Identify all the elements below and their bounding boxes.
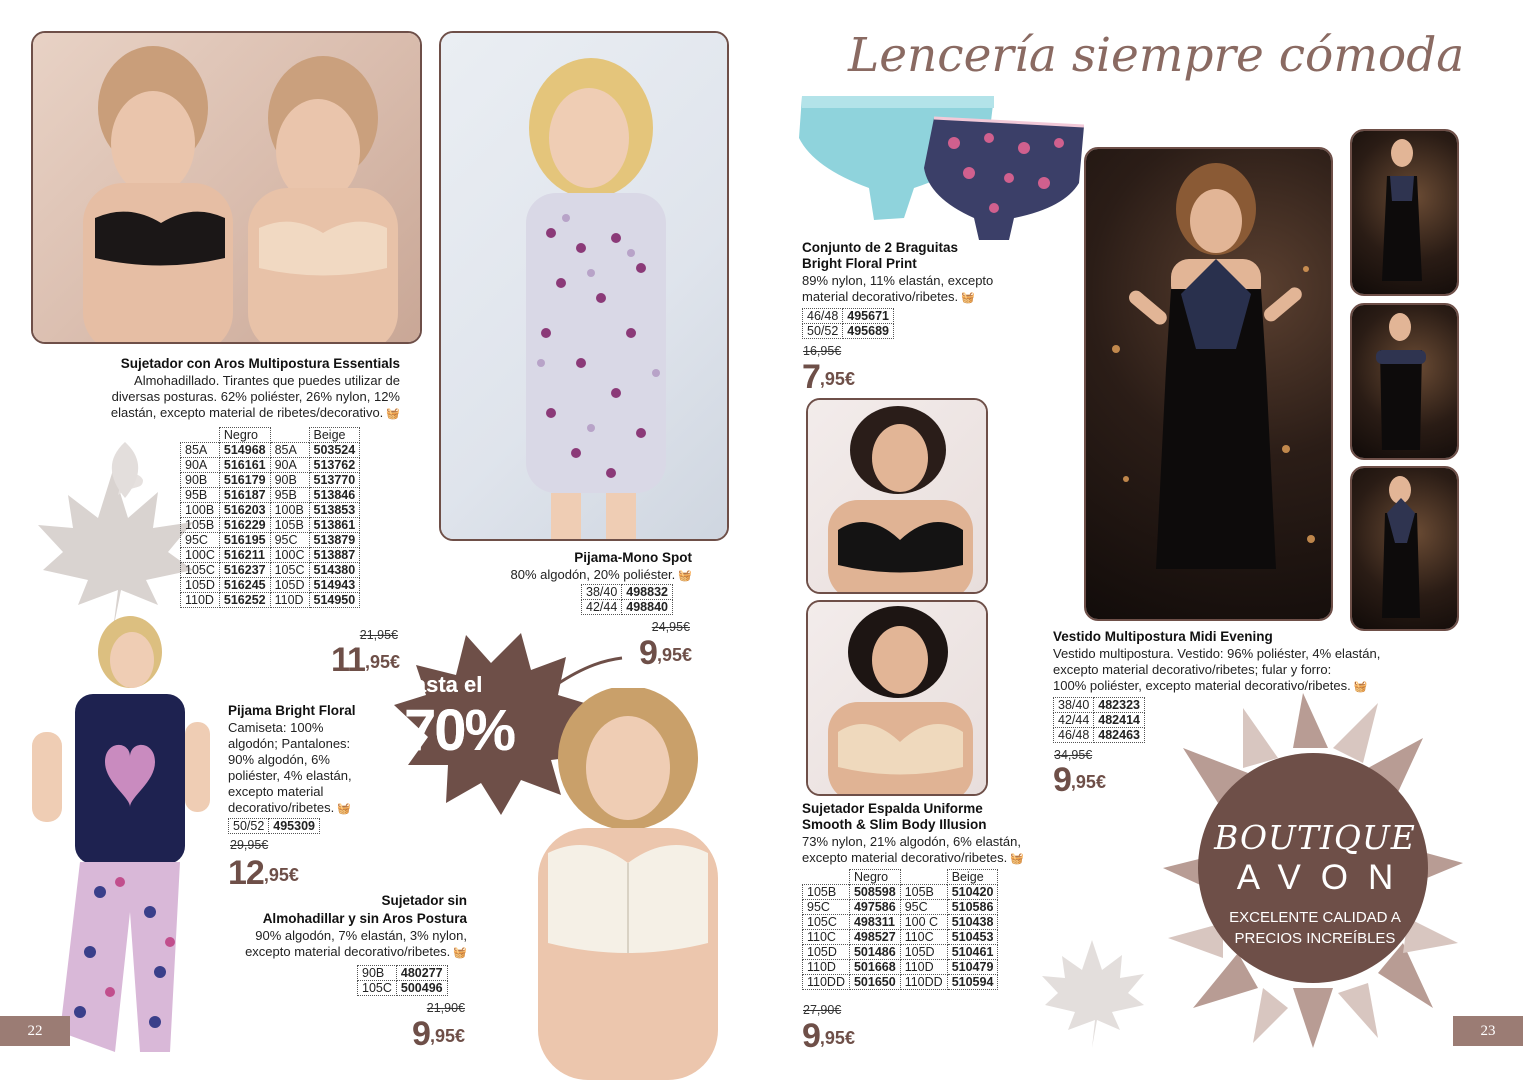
- product-code: 516211: [219, 548, 270, 563]
- page-number-left: 22: [0, 1016, 70, 1046]
- code-row: [181, 488, 360, 503]
- product-code: 510586: [947, 900, 998, 915]
- size-label: 90B: [358, 966, 397, 981]
- size-label: 50/52: [803, 324, 843, 339]
- product-code: 497586: [849, 900, 900, 915]
- product-code: 482414: [1094, 713, 1145, 728]
- spot-desc-line: 80% algodón, 20% poliéster.: [510, 567, 676, 582]
- product-code: 501650: [849, 975, 900, 990]
- smooth-price: [802, 1019, 855, 1053]
- code-row: [1054, 698, 1145, 713]
- essentials-price: [250, 643, 400, 677]
- smooth-title-line2: Smooth & Slim Body Illusion: [802, 817, 987, 832]
- braguitas-desc-line: 89% nylon, 11% elastán, excepto: [802, 273, 994, 288]
- size-label: 110D: [270, 593, 309, 608]
- size-label: 110C: [803, 930, 850, 945]
- size-label: 100C: [181, 548, 220, 563]
- floral-code-table: [228, 818, 320, 834]
- vestido-price: [1053, 763, 1106, 797]
- postura-old-price: 21,90€: [426, 1001, 465, 1015]
- braguitas-title-line2: Bright Floral Print: [802, 256, 917, 271]
- code-row: [181, 563, 360, 578]
- promo-line1: Hasta el: [398, 672, 483, 697]
- product-code: 513762: [309, 458, 360, 473]
- size-label: 100 C: [900, 915, 947, 930]
- floral-desc-line: decorativo/ribetes.: [228, 800, 335, 815]
- size-label: 46/48: [1054, 728, 1094, 743]
- product-code: 501486: [849, 945, 900, 960]
- smooth-description: [802, 834, 1062, 867]
- size-label: 105D: [270, 578, 309, 593]
- price-integer: 9: [1053, 761, 1071, 799]
- braguitas-price: [802, 360, 855, 394]
- size-label: 110C: [900, 930, 947, 945]
- postura-title-line1: Sujetador sin: [381, 893, 467, 908]
- product-code: 495689: [843, 324, 894, 339]
- floral-description: [228, 720, 378, 817]
- size-label: 100C: [270, 548, 309, 563]
- postura-description: [200, 928, 467, 961]
- size-label: 100B: [181, 503, 220, 518]
- wash-icon: 🧺: [337, 803, 351, 815]
- product-code: 503524: [309, 443, 360, 458]
- smooth-desc-line: excepto material decorativo/ribetes.: [802, 850, 1008, 865]
- size-label: 38/40: [1054, 698, 1094, 713]
- wash-icon: 🧺: [1010, 853, 1024, 865]
- color-header-negro: Negro: [849, 870, 900, 885]
- price-integer: 9: [639, 634, 657, 672]
- size-label: 105C: [358, 981, 397, 996]
- boutique-tagline-2: PRECIOS INCREÍBLES: [1234, 930, 1396, 947]
- braguitas-code-table: [802, 308, 894, 339]
- size-label: 85A: [181, 443, 220, 458]
- product-code: 510420: [947, 885, 998, 900]
- code-row: [358, 966, 448, 981]
- spot-pyjama-photo: [439, 31, 729, 541]
- product-code: 514380: [309, 563, 360, 578]
- spot-title: Pijama-Mono Spot: [574, 550, 692, 565]
- code-row: [803, 960, 998, 975]
- product-code: 500496: [396, 981, 447, 996]
- product-code: 513887: [309, 548, 360, 563]
- floral-pyjama-photo: [20, 612, 220, 1072]
- code-row: [803, 930, 998, 945]
- price-decimals: ,95€: [819, 369, 855, 389]
- braguitas-photo: [794, 88, 1084, 243]
- code-row: [582, 585, 673, 600]
- floral-title: Pijama Bright Floral: [228, 703, 356, 718]
- price-decimals: ,95€: [656, 645, 692, 665]
- vestido-title: Vestido Multipostura Midi Evening: [1053, 629, 1273, 644]
- postura-desc-line: 90% algodón, 7% elastán, 3% nylon,: [255, 928, 467, 943]
- product-code: 510479: [947, 960, 998, 975]
- size-label: 95C: [270, 533, 309, 548]
- code-row: [803, 975, 998, 990]
- color-header-beige: Beige: [947, 870, 998, 885]
- vestido-thumb-2: [1350, 303, 1459, 460]
- size-label: 90A: [270, 458, 309, 473]
- size-label: 100B: [270, 503, 309, 518]
- code-row: [803, 309, 894, 324]
- code-row: [1054, 713, 1145, 728]
- product-code: 516203: [219, 503, 270, 518]
- size-label: 105B: [181, 518, 220, 533]
- product-code: 510594: [947, 975, 998, 990]
- braguitas-old-price: 16,95€: [803, 344, 842, 358]
- code-row: [181, 458, 360, 473]
- size-label: 90A: [181, 458, 220, 473]
- code-row: [181, 533, 360, 548]
- price-integer: 7: [802, 358, 820, 396]
- size-label: 42/44: [582, 600, 622, 615]
- size-label: 50/52: [229, 819, 269, 834]
- product-code: 508598: [849, 885, 900, 900]
- price-integer: 11: [331, 641, 365, 679]
- spot-code-table: [581, 584, 673, 615]
- floral-desc-line: algodón; Pantalones:: [228, 736, 351, 751]
- small-leaf-icon: [100, 440, 150, 500]
- floral-old-price: 29,95€: [230, 838, 269, 852]
- product-code: 513770: [309, 473, 360, 488]
- product-code: 498311: [849, 915, 900, 930]
- code-row: [181, 578, 360, 593]
- size-label: 95C: [803, 900, 850, 915]
- floral-desc-line: Camiseta: 100%: [228, 720, 324, 735]
- vestido-desc-line: Vestido multipostura. Vestido: 96% poliéster, 4% elastán,: [1053, 646, 1381, 661]
- color-header-negro: Negro: [219, 428, 270, 443]
- product-code: 513861: [309, 518, 360, 533]
- product-code: 513879: [309, 533, 360, 548]
- maple-leaf-icon: [1030, 930, 1160, 1050]
- product-code: 513846: [309, 488, 360, 503]
- boutique-brand: AVON: [1236, 858, 1414, 897]
- product-code: 501668: [849, 960, 900, 975]
- code-row: [229, 819, 320, 834]
- size-label: 105B: [270, 518, 309, 533]
- spot-old-price: 24,95€: [651, 620, 690, 634]
- essentials-description: [60, 373, 400, 422]
- price-decimals: ,95€: [819, 1028, 855, 1048]
- code-row: [1054, 728, 1145, 743]
- size-label: 110D: [900, 960, 947, 975]
- code-row: [803, 324, 894, 339]
- floral-desc-line: poliéster, 4% elastán,: [228, 768, 352, 783]
- price-integer: 9: [412, 1015, 430, 1053]
- code-row: [582, 600, 673, 615]
- vestido-old-price: 34,95€: [1054, 748, 1093, 762]
- product-code: 516179: [219, 473, 270, 488]
- size-label: 95B: [270, 488, 309, 503]
- page-headline: Lencería siempre cómoda: [848, 28, 1465, 83]
- promo-line2: 70%: [404, 698, 515, 763]
- product-code: 516187: [219, 488, 270, 503]
- braguitas-title-line1: Conjunto de 2 Braguitas: [802, 240, 959, 255]
- wash-icon: 🧺: [678, 570, 692, 582]
- wash-icon: 🧺: [1353, 681, 1368, 693]
- floral-price: [228, 856, 299, 890]
- size-label: 85A: [270, 443, 309, 458]
- product-code: 495671: [843, 309, 894, 324]
- code-row: [181, 473, 360, 488]
- product-code: 495309: [269, 819, 320, 834]
- postura-bra-photo: [478, 688, 778, 1080]
- vestido-main-photo: [1084, 147, 1333, 621]
- size-label: 90B: [181, 473, 220, 488]
- product-code: 516161: [219, 458, 270, 473]
- product-code: 510453: [947, 930, 998, 945]
- size-label: 95C: [181, 533, 220, 548]
- vestido-desc-line: excepto material decorativo/ribetes; fular y forro:: [1053, 662, 1332, 677]
- essentials-desc-line: Almohadillado. Tirantes que puedes utilizar de: [134, 373, 400, 388]
- size-label: 110DD: [803, 975, 850, 990]
- size-label: 105C: [270, 563, 309, 578]
- boutique-title: BOUTIQUE: [1214, 818, 1416, 857]
- size-label: 105D: [181, 578, 220, 593]
- size-label: 95B: [181, 488, 220, 503]
- product-code: 482463: [1094, 728, 1145, 743]
- size-label: 105C: [803, 915, 850, 930]
- smooth-title-line1: Sujetador Espalda Uniforme: [802, 801, 983, 816]
- essentials-old-price: 21,95€: [359, 628, 398, 642]
- code-row: [181, 443, 360, 458]
- size-label: 105B: [900, 885, 947, 900]
- wash-icon: 🧺: [386, 408, 400, 420]
- color-header-beige: Beige: [309, 428, 360, 443]
- code-row: [803, 915, 998, 930]
- product-code: 513853: [309, 503, 360, 518]
- product-code: 514968: [219, 443, 270, 458]
- essentials-desc-line: diversas posturas. 62% poliéster, 26% nylon, 12%: [111, 389, 400, 404]
- essentials-code-table: [180, 427, 360, 608]
- spot-description: [450, 567, 692, 584]
- braguitas-desc-line: material decorativo/ribetes.: [802, 289, 959, 304]
- product-code: 516195: [219, 533, 270, 548]
- smooth-black-bra-photo: [806, 398, 988, 594]
- floral-desc-line: 90% algodón, 6%: [228, 752, 330, 767]
- price-decimals: ,95€: [364, 652, 400, 672]
- size-label: 110D: [181, 593, 220, 608]
- size-label: 110DD: [900, 975, 947, 990]
- postura-code-table: [357, 965, 448, 996]
- product-code: 514943: [309, 578, 360, 593]
- smooth-code-table: [802, 869, 998, 990]
- page-number-right: 23: [1453, 1016, 1523, 1046]
- code-row: [803, 945, 998, 960]
- vestido-code-table: [1053, 697, 1145, 743]
- size-label: 38/40: [582, 585, 622, 600]
- smooth-old-price: 27,90€: [803, 1003, 842, 1017]
- product-code: 510461: [947, 945, 998, 960]
- size-label: 90B: [270, 473, 309, 488]
- product-code: 498832: [622, 585, 673, 600]
- postura-title-line2: Almohadillar y sin Aros Postura: [262, 911, 467, 926]
- postura-price: [330, 1017, 465, 1051]
- product-code: 480277: [396, 966, 447, 981]
- code-row: [181, 518, 360, 533]
- price-decimals: ,95€: [429, 1026, 465, 1046]
- essentials-title: Sujetador con Aros Multipostura Essentials: [120, 356, 400, 371]
- code-row: [358, 981, 448, 996]
- product-code: 482323: [1094, 698, 1145, 713]
- vestido-thumb-1: [1350, 129, 1459, 296]
- product-code: 514950: [309, 593, 360, 608]
- product-code: 516252: [219, 593, 270, 608]
- code-row: [181, 548, 360, 563]
- code-row: [181, 503, 360, 518]
- essentials-desc-line: elastán, excepto material de ribetes/decorativo.: [110, 405, 384, 420]
- size-label: 42/44: [1054, 713, 1094, 728]
- smooth-desc-line: 73% nylon, 21% algodón, 6% elastán,: [802, 834, 1021, 849]
- floral-desc-line: excepto material: [228, 784, 324, 799]
- product-code: 516245: [219, 578, 270, 593]
- price-integer: 9: [802, 1017, 820, 1055]
- vestido-desc-line: 100% poliéster, excepto material decorativo/ribetes.: [1053, 678, 1351, 693]
- braguitas-description: [802, 273, 1042, 306]
- size-label: 105D: [803, 945, 850, 960]
- vestido-thumb-3: [1350, 466, 1459, 631]
- code-row: [803, 900, 998, 915]
- wash-icon: 🧺: [961, 292, 975, 304]
- size-label: 110D: [803, 960, 850, 975]
- size-label: 105D: [900, 945, 947, 960]
- essentials-bra-photo: [31, 31, 422, 344]
- wash-icon: 🧺: [453, 947, 467, 959]
- size-label: 105C: [181, 563, 220, 578]
- product-code: 516229: [219, 518, 270, 533]
- smooth-beige-bra-photo: [806, 600, 988, 796]
- product-code: 510438: [947, 915, 998, 930]
- size-label: 46/48: [803, 309, 843, 324]
- size-label: 95C: [900, 900, 947, 915]
- postura-desc-line: excepto material decorativo/ribetes.: [245, 944, 451, 959]
- price-decimals: ,95€: [1070, 772, 1106, 792]
- boutique-tagline-1: EXCELENTE CALIDAD A: [1229, 909, 1401, 926]
- product-code: 498527: [849, 930, 900, 945]
- product-code: 516237: [219, 563, 270, 578]
- code-row: [803, 885, 998, 900]
- size-label: 105B: [803, 885, 850, 900]
- price-decimals: ,95€: [263, 865, 299, 885]
- code-row: [181, 593, 360, 608]
- price-integer: 12: [228, 854, 264, 892]
- product-code: 498840: [622, 600, 673, 615]
